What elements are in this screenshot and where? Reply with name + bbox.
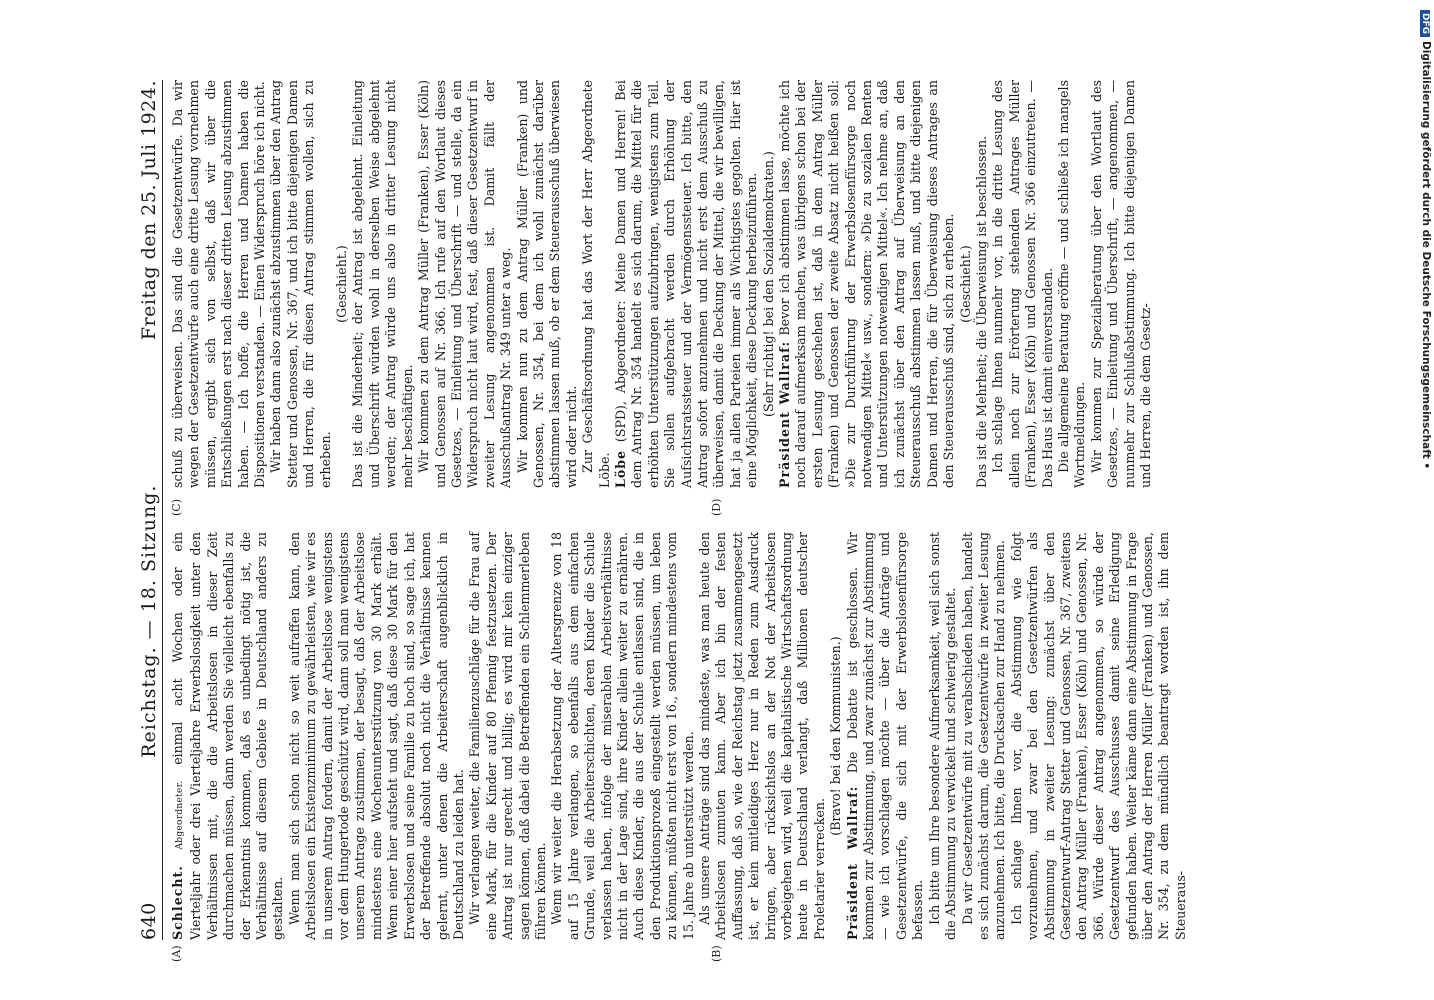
paragraph-text: Das ist die Minderheit; der Antrag ist abgelehnt. Einleitung und Überschrift würden wohl in derselben Weise abgelehnt werden; der Antrag würde uns also in dritter Lesung nicht mehr beschäftigen. [350,80,415,488]
paragraph-text: Bevor ich abstimmen lasse, möchte ich noch darauf aufmerksam machen, was übrigens schon bei der ersten Lesung geschehen ist, daß in dem Antrag Müller (Franken) und Genossen der zweite Absatz nicht heißen soll: »Die zur Durchführung der Erwerbslosenfürsorge noch notwendigen Mittel« usw., sondern: »Die zu sozialen Renten und Unterstützungen notwendigen Mittel«. Ich nehme an, daß ich zunächst über den Antrag auf Überweisung an den Steuerausschuß abstimmen lassen muß, und bitte diejenigen Damen und Herren, die für Überweisung dieses Antrages an den Steuerausschuß sind, sich zu erheben. [777,80,957,488]
paragraph [268,80,334,488]
rotated-page-content [130,80,1220,962]
margin-mark-b: (B) [710,945,723,962]
header-rule [162,80,163,940]
margin-mark-c: (C) [170,499,183,516]
paragraph [960,532,1009,940]
margin-mark-a: (A) [170,945,183,962]
paragraph-text: Meine Damen und Herren! Bei dem Antrag Nr. 354 handelt es sich darum, die Mittel für die erhöhten Unterstützungen aufzubringen, wenigstens zum Teil. Sie sollen aufgebracht werden durch Erhöhung der Aufsichtsratssteuer und der Vermögenssteuer. Ich bitte, den Antrag sofort anzunehmen und nicht erst dem Ausschuß zu überweisen, damit die Deckung der Mittel, die wir bewilligen, hat ja allen Parteien immer als Wichtigstes gegolten. Hier ist eine Möglichkeit, diese Deckung herbeizuführen. [612,80,760,488]
paragraph-text: Da wir Gesetzentwürfe mit zu verabschieden haben, handelt es sich zunächst darum, die Gesetzentwürfe in zweiter Lesung anzunehmen. Ich bitte, die Drucksachen zur Hand zu nehmen. [959,532,1008,940]
paragraph [777,80,957,488]
page-header [130,80,160,940]
paragraph [1009,532,1189,940]
speaker-role: Abgeordneter. [175,780,185,850]
paragraph-text: Wir haben dann also zunächst abzustimmen über den Antrag Stetter und Genossen, Nr. 367, und ich bitte diejenigen Damen und Herren, die für diesen Antrag stimmen wollen, sich zu erheben. [268,80,333,488]
paragraph [990,80,1056,488]
paragraph [170,80,268,488]
paragraph-text: Die allgemeine Beratung eröffne — und schließe ich mangels Wortmeldungen. [1055,80,1088,488]
interjection: (Geschieht.) [957,245,973,323]
digitization-note: Digitalisierung gefördert durch die Deutsche Forschungsgemeinschaft • [1420,41,1432,470]
paragraph [697,532,828,940]
speaker-role: (SPD), Abgeordneter: [612,300,628,443]
margin-mark-d: (D) [710,498,723,516]
paragraph-text: Die Debatte ist geschlossen. Wir kommen zur Abstimmung, und zwar zunächst zur Abstimmung — wie ich vorschlagen möchte — über die Anträge und Gesetzentwürfe, die sich mit der Erwerbslosenfürsorge befassen. [844,532,926,940]
paragraph [467,532,549,940]
interjection: (Geschieht.) [334,245,350,323]
paragraph-text: Wir kommen zu dem Antrag Müller (Franken), Esser (Köln) und Genossen auf Nr. 366. Ich rufe auf den Wortlaut dieses Gesetzes, — Einleitung und Überschrift — und stelle, da ein Widerspruch nicht laut wird, fest, daß dieser Gesetzentwurf in zweiter Lesung angenommen ist. Damit fällt der Ausschußantrag Nr. 349 unter a weg. [416,80,514,488]
paragraph [1056,80,1089,488]
paragraph [613,80,761,488]
paragraph [1089,80,1155,488]
paragraph [170,532,287,940]
speaker-name: Schlecht. [170,865,185,940]
paragraph-text: Ich schlage Ihnen vor, die Abstimmung wie folgt vorzunehmen, und zwar bei den Gesetzentwürfen als Abstimmung in zweiter Lesung: zunächst über den Gesetzentwurf-Antrag Stetter und Genossen, Nr. 367, zweitens den Antrag Müller (Franken), Esser (Köln) und Genossen, Nr. 366. Würde dieser Antrag angenommen, so würde der Gesetzentwurf des Ausschusses damit seine Erledigung gefunden haben. Weiter käme dann eine Abstimmung in Frage über den Antrag der Herren Müller (Franken) und Genossen, Nr. 354, zu dem mündlich beantragt worden ist, ihn dem Steueraus- [1008,532,1188,940]
paragraph-text: einmal acht Wochen oder ein Vierteljahr oder drei Vierteljahre Erwerbslosigkeit unter den Verhältnissen mit, die die Arbeitslosen in dieser Zeit durchmachen müssen, dann werden Sie vielleicht ebenfalls zu der Erkenntnis kommen, daß es unbedingt nötig ist, die Verhältnisse auf diesem Gebiete in Deutschland anders zu gestalten. [170,532,286,940]
right-text-column [170,80,1154,488]
paragraph [515,80,581,488]
paragraph-text: Wenn wir weiter die Herabsetzung der Altersgrenze von 18 auf 15 Jahre verlangen, so ebenfalls aus dem einfachen Grunde, weil die Arbeiterschichten, deren Kinder die Schule verlassen haben, infolge der miserablen Arbeitsverhältnisse nicht in der Lage sind, ihre Kinder allein weiter zu ernähren. Auch diese Kinder, die aus der Schule entlassen sind, die in den Produktionsprozeß eingestellt werden müssen, um leben zu können, müßten nicht erst von 16., sondern mindestens vom 15. Jahre ab unterstützt werden. [549,532,696,940]
page-date: Freitag den 25. Juli 1924. [138,80,160,341]
paragraph [416,80,514,488]
paragraph [580,80,613,488]
digitization-sidebar [1418,10,1434,770]
paragraph [845,532,927,940]
page-title: Reichstag. — 18. Sitzung. [138,484,160,758]
paragraph-text: Das ist die Mehrheit; die Überweisung ist beschlossen. [973,135,989,488]
speaker-name: Löbe [612,449,628,488]
paragraph-text: Wenn man sich schon nicht so weit aufraffen kann, den Arbeitslosen ein Existenzminimum zu gewährleisten, wie wir es in unserem Antrag fordern, damit der Arbeitslose wenigstens vor dem Hungertode geschützt wird, dann soll man wenigstens unserem Antrage zustimmen, der besagt, daß der Arbeitslose mindestens eine Wochenunterstützung von 30 Mark erhält. Wenn einer hier aufsteht und sagt, daß diese 30 Mark für den Erwerbslosen und seine Familie zu hoch sind, so sage ich, hat der Betreffende absolut noch nicht die Verhältnisse kennen gelernt, unter denen die Arbeiterschaft augenblicklich in Deutschland zu leiden hat. [286,532,466,940]
paragraph [549,532,697,940]
paragraph-text: Wir kommen zur Spezialberatung über den Wortlaut des Gesetzes, — Einleitung und Überschrift, — angenommen, — nunmehr zur Schlußabstimmung. Ich bitte diejenigen Damen und Herren, die dem Gesetz- [1088,80,1153,488]
interjection: (Bravo! bei den Kommunisten.) [828,636,844,836]
speaker-name: Präsident Wallraf: [844,785,860,940]
paragraph-text: Zur Geschäftsordnung hat das Wort der Herr Abgeordnete Löbe. [580,80,612,488]
paragraph-text: Als unsere Anträge sind das mindeste, was man heute den Arbeitslosen zumuten kann. Aber ich bin der festen Auffassung, daß so, wie der Reichstag jetzt zusammengesetzt ist, er kein mitleidiges Herz nur in Reden zum Ausdruck bringen, aber rücksichtslos an der Not der Arbeitslosen vorbeigehen wird, weil die kapitalistische Wirtschaftsordnung heute in Deutschland verlangt, daß Millionen deutscher Proletarier verrecken. [697,532,827,940]
dfg-logo: DFG [1420,10,1430,37]
left-text-column [170,532,1189,940]
paragraph-text: Ich bitte um Ihre besondere Aufmerksamkeit, weil sich sonst die Abstimmung zu verwickelt und schwierig gestaltet. [926,532,959,940]
paragraph [927,532,960,940]
speaker-name: Präsident Wallraf: [777,340,793,488]
paragraph [974,80,990,488]
interjection: (Sehr richtig! bei den Sozialdemokraten.) [760,151,776,417]
page-number: 640 [138,902,160,940]
paragraph-text: Ich schlage Ihnen nunmehr vor, in die dritte Lesung des allein noch zur Erörterung stehenden Antrages Müller (Franken), Esser (Köln) und Genossen Nr. 366 einzutreten. — Das Haus ist damit einverstanden. [990,80,1055,488]
paragraph-text: schuß zu überweisen. Das sind die Gesetzentwürfe. Da wir wegen der Gesetzentwürfe auch eine dritte Lesung vornehmen müssen, ergibt sich von selbst, daß wir über die Entschließungen erst nach dieser dritten Lesung abzustimmen haben. — Ich hoffe, die Herren und Damen haben die Dispositionen verstanden. — Einen Widerspruch höre ich nicht. [170,80,268,488]
paragraph [287,532,467,940]
paragraph-text: Wir verlangen weiter, die Familienzuschläge für die Frau auf eine Mark, für die Kinder auf 80 Pfennig festzusetzen. Der Antrag ist nur gerecht und billig; es wird mir kein einziger sagen können, daß dabei die Betreffenden ein Schlemmerleben führen können. [467,532,548,940]
paragraph-text: Wir kommen nun zu dem Antrag Müller (Franken) und Genossen, Nr. 354, bei dem ich wohl zunächst darüber abstimmen lassen muß, ob er dem Steuerausschuß überwiesen wird oder nicht. [514,80,579,488]
paragraph [350,80,416,488]
